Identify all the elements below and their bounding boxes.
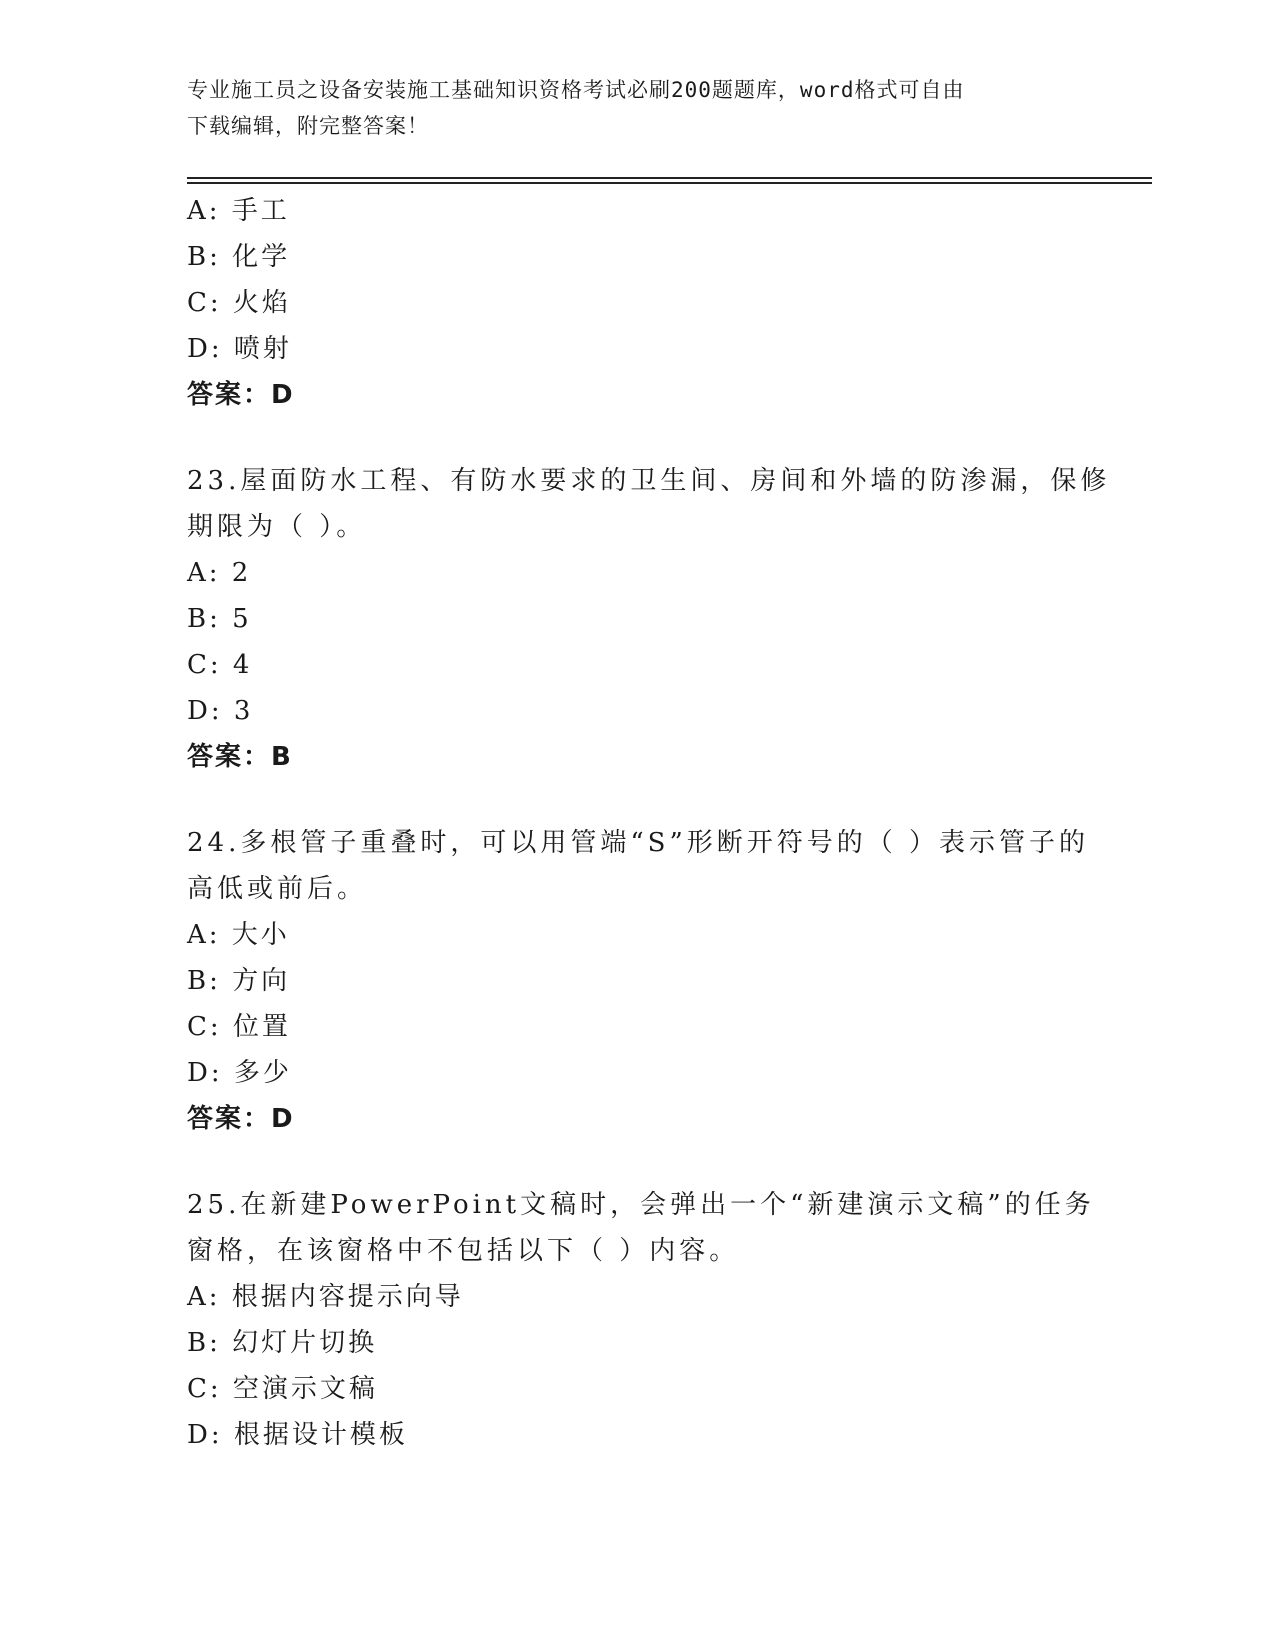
question-text-line-2: 窗格，在该窗格中不包括以下（ ）内容。 bbox=[187, 1236, 740, 1266]
header-line-2: 下载编辑，附完整答案！ bbox=[187, 114, 429, 138]
header-divider-bottom bbox=[187, 182, 1152, 184]
option-c: C: 火焰 bbox=[187, 288, 291, 318]
header-line-1: 专业施工员之设备安装施工基础知识资格考试必刷200题题库，word格式可自由 bbox=[187, 78, 965, 102]
answer: 答案：D bbox=[187, 1104, 295, 1134]
option-c: C: 4 bbox=[187, 650, 253, 680]
option-d: D: 根据设计模板 bbox=[187, 1420, 408, 1450]
option-a: A: 2 bbox=[187, 558, 252, 588]
question-text-line-1: 23.屋面防水工程、有防水要求的卫生间、房间和外墙的防渗漏，保修 bbox=[187, 466, 1111, 496]
answer: 答案：B bbox=[187, 742, 293, 772]
question-text-line-2: 高低或前后。 bbox=[187, 874, 368, 904]
question-23 bbox=[187, 458, 1111, 780]
option-b: B: 方向 bbox=[187, 966, 291, 996]
question-list bbox=[187, 188, 1111, 1458]
option-c: C: 位置 bbox=[187, 1012, 291, 1042]
option-b: B: 5 bbox=[187, 604, 252, 634]
option-b: B: 化学 bbox=[187, 242, 291, 272]
header-divider-top bbox=[187, 177, 1152, 179]
answer: 答案：D bbox=[187, 380, 295, 410]
question-24 bbox=[187, 820, 1090, 1142]
question-text-line-1: 24.多根管子重叠时，可以用管端“S”形断开符号的（ ）表示管子的 bbox=[187, 828, 1090, 858]
option-a: A: 手工 bbox=[187, 196, 290, 226]
option-a: A: 大小 bbox=[187, 920, 290, 950]
option-d: D: 喷射 bbox=[187, 334, 292, 364]
question-text-line-2: 期限为（ ）。 bbox=[187, 512, 367, 542]
question-25 bbox=[187, 1182, 1095, 1458]
option-d: D: 3 bbox=[187, 696, 254, 726]
option-c: C: 空演示文稿 bbox=[187, 1374, 378, 1404]
question-text-line-1: 25.在新建PowerPoint文稿时，会弹出一个“新建演示文稿”的任务 bbox=[187, 1190, 1095, 1220]
option-a: A: 根据内容提示向导 bbox=[187, 1282, 464, 1312]
question-22-continued bbox=[187, 188, 1087, 418]
option-b: B: 幻灯片切换 bbox=[187, 1328, 378, 1358]
option-d: D: 多少 bbox=[187, 1058, 292, 1088]
document-header bbox=[187, 72, 1087, 144]
